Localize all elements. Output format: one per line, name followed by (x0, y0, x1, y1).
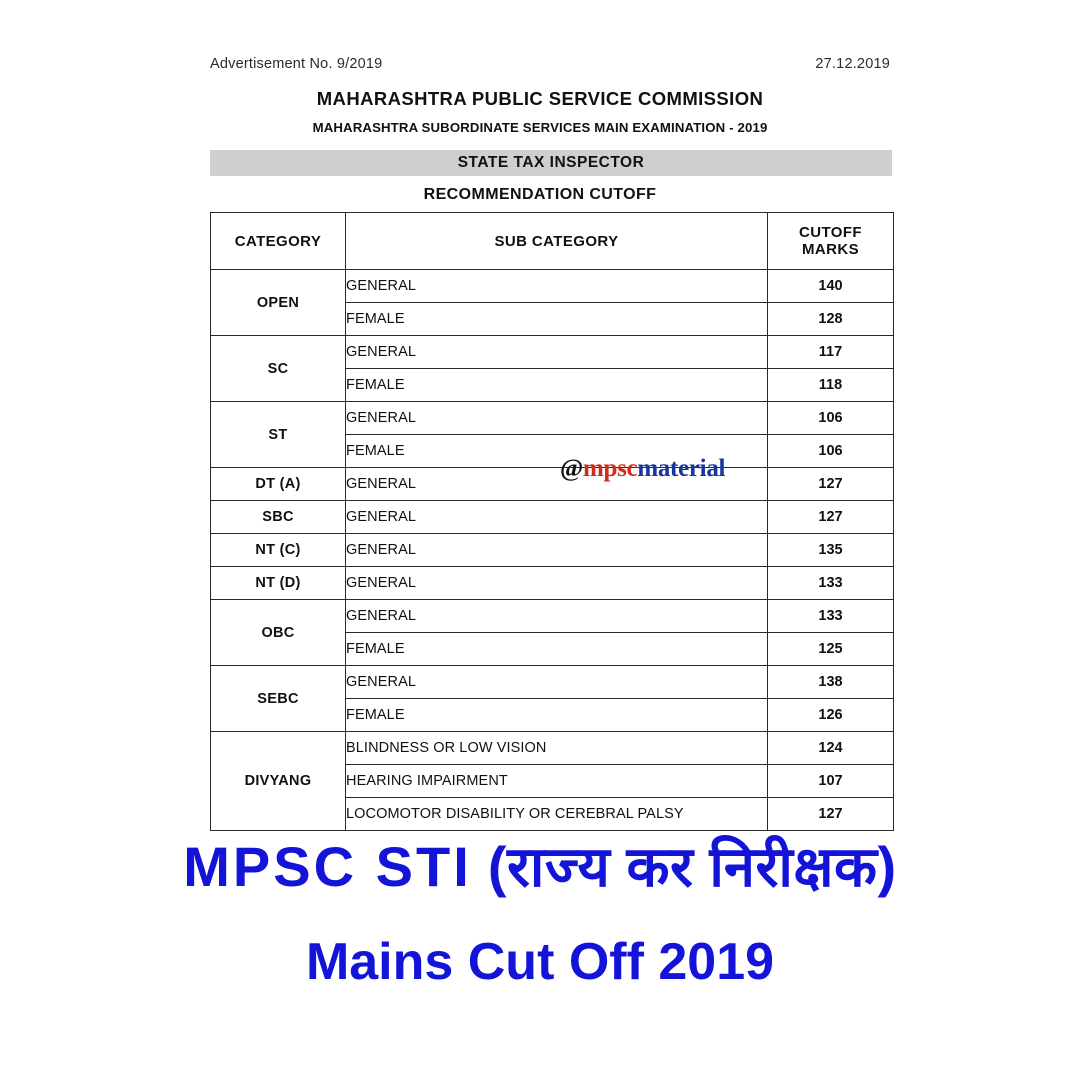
bottom-caption (0, 832, 1080, 992)
cutoff-table (210, 212, 894, 831)
exam-title: MAHARASHTRA SUBORDINATE SERVICES MAIN EXAMINATION - 2019 (312, 120, 768, 135)
table-row (211, 666, 894, 699)
cell-sub-category: FEMALE (346, 435, 768, 468)
cell-sub-category: GENERAL (346, 402, 768, 435)
table-header-row (211, 213, 894, 270)
cell-category: ST (211, 402, 346, 468)
cell-category: SC (211, 336, 346, 402)
cell-cutoff-marks: 138 (768, 666, 894, 699)
cell-sub-category: GENERAL (346, 336, 768, 369)
table-row (211, 567, 894, 600)
cell-cutoff-marks: 133 (768, 600, 894, 633)
cell-category: SEBC (211, 666, 346, 732)
column-header-cutoff-marks (768, 213, 894, 270)
cell-sub-category: GENERAL (346, 534, 768, 567)
cell-cutoff-marks: 118 (768, 369, 894, 402)
watermark-part-one: mpsc (582, 455, 638, 482)
cell-sub-category: GENERAL (346, 567, 768, 600)
cell-sub-category: FEMALE (346, 369, 768, 402)
caption-line-1 (0, 832, 1080, 902)
cell-cutoff-marks: 106 (768, 402, 894, 435)
column-header-sub-category: SUB CATEGORY (346, 213, 768, 270)
cell-category: DT (A) (211, 468, 346, 501)
caption-latin-text: MPSC STI (183, 835, 472, 898)
document-header-line (210, 56, 890, 72)
table-row (211, 270, 894, 303)
cell-cutoff-marks: 127 (768, 468, 894, 501)
cell-sub-category: GENERAL (346, 666, 768, 699)
cell-sub-category: BLINDNESS OR LOW VISION (346, 732, 768, 765)
cell-sub-category: GENERAL (346, 468, 768, 501)
cell-sub-category: LOCOMOTOR DISABILITY OR CEREBRAL PALSY (346, 798, 768, 831)
cell-sub-category: FEMALE (346, 633, 768, 666)
cell-cutoff-marks: 140 (768, 270, 894, 303)
title-block (0, 88, 1080, 135)
cell-cutoff-marks: 106 (768, 435, 894, 468)
caption-line-2: Mains Cut Off 2019 (305, 933, 775, 991)
cell-cutoff-marks: 133 (768, 567, 894, 600)
cell-sub-category: GENERAL (346, 270, 768, 303)
table-row (211, 732, 894, 765)
cell-cutoff-marks: 135 (768, 534, 894, 567)
cell-sub-category: HEARING IMPAIRMENT (346, 765, 768, 798)
column-header-cutoff-line1: CUTOFF (799, 223, 862, 241)
table-row (211, 501, 894, 534)
cell-cutoff-marks: 126 (768, 699, 894, 732)
cell-sub-category: FEMALE (346, 699, 768, 732)
watermark-part-two: material (637, 455, 726, 482)
post-name-bar: STATE TAX INSPECTOR (210, 150, 892, 176)
cell-category: OPEN (211, 270, 346, 336)
cell-sub-category: GENERAL (346, 600, 768, 633)
table-row (211, 402, 894, 435)
watermark-at-symbol: @ (560, 455, 583, 482)
table-body (211, 270, 894, 831)
column-header-cutoff-line2: MARKS (802, 241, 859, 258)
cell-cutoff-marks: 117 (768, 336, 894, 369)
cell-category: NT (D) (211, 567, 346, 600)
cell-cutoff-marks: 127 (768, 798, 894, 831)
cell-category: SBC (211, 501, 346, 534)
organization-title: MAHARASHTRA PUBLIC SERVICE COMMISSION (316, 88, 764, 109)
advertisement-number: Advertisement No. 9/2019 (210, 56, 383, 72)
caption-devanagari-text: (राज्य कर निरीक्षक) (487, 835, 897, 898)
table-row (211, 534, 894, 567)
cell-cutoff-marks: 107 (768, 765, 894, 798)
cell-cutoff-marks: 124 (768, 732, 894, 765)
table-row (211, 600, 894, 633)
cell-category: DIVYANG (211, 732, 346, 831)
cell-category: OBC (211, 600, 346, 666)
cell-sub-category: FEMALE (346, 303, 768, 336)
cell-cutoff-marks: 125 (768, 633, 894, 666)
cell-category: NT (C) (211, 534, 346, 567)
table-row (211, 468, 894, 501)
document-date: 27.12.2019 (815, 56, 890, 72)
cell-cutoff-marks: 127 (768, 501, 894, 534)
cell-cutoff-marks: 128 (768, 303, 894, 336)
cell-sub-category: GENERAL (346, 501, 768, 534)
table-row (211, 336, 894, 369)
section-title: RECOMMENDATION CUTOFF (423, 186, 657, 203)
column-header-category: CATEGORY (211, 213, 346, 270)
